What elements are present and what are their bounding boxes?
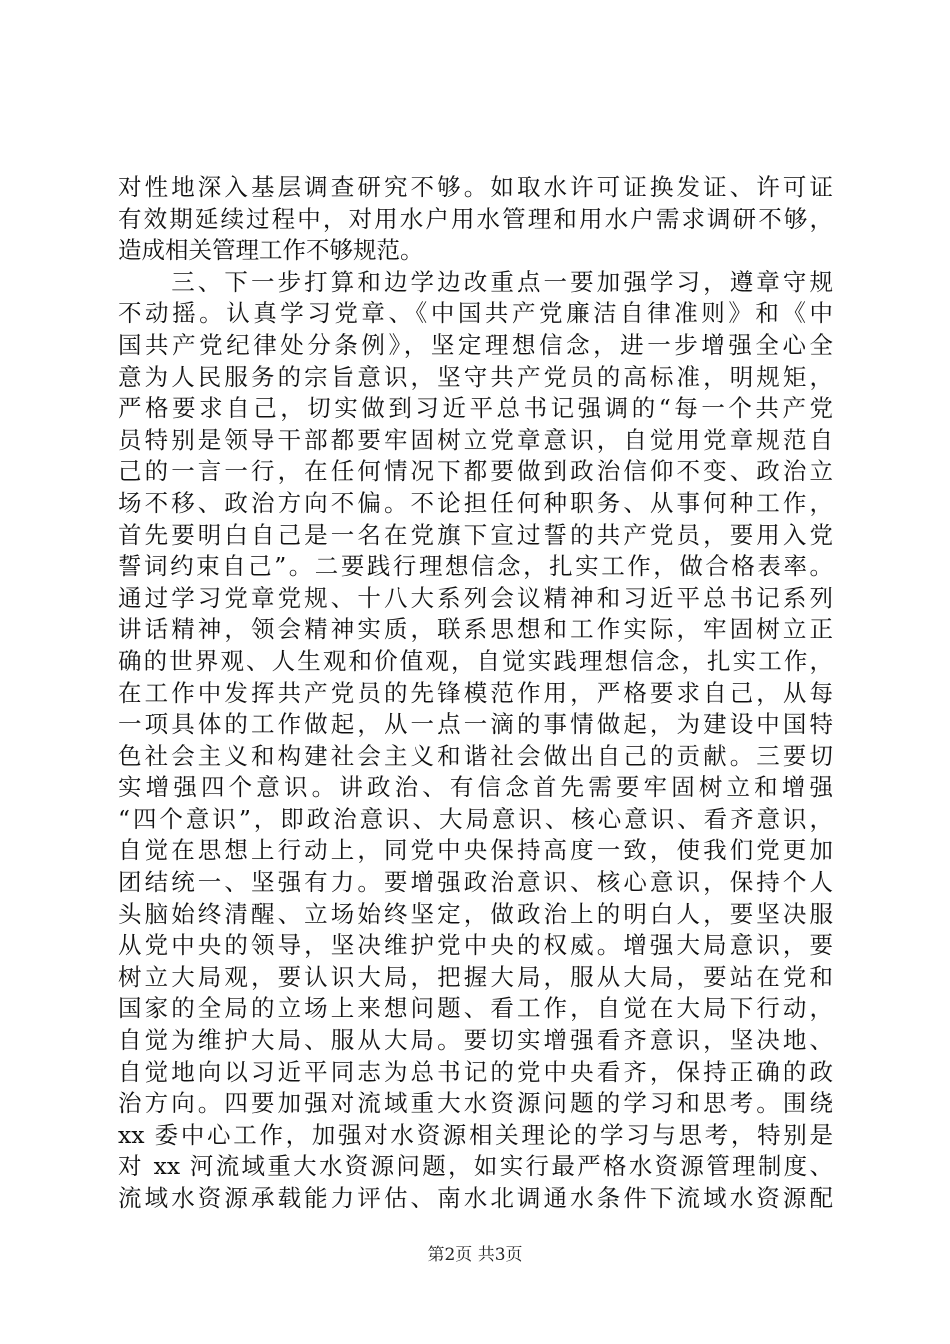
text-line: “四个意识”，即政治意识、大局意识、核心意识、看齐意识， [118,804,833,833]
text-line: 讲话精神，领会精神实质，联系思想和工作实际，牢固树立正 [118,615,833,644]
text-line: 一项具体的工作做起，从一点一滴的事情做起，为建设中国特 [118,710,833,739]
text-line: 员特别是领导干部都要牢固树立党章意识，自觉用党章规范自 [118,425,833,454]
text-line: xx 委中心工作，加强对水资源相关理论的学习与思考，特别是 [118,1120,833,1149]
text-line: 树立大局观，要认识大局，把握大局，服从大局，要站在党和 [118,962,833,991]
text-line: 不动摇。认真学习党章、《中国共产党廉洁自律准则》和《中 [118,299,833,328]
text-line: 团结统一、坚强有力。要增强政治意识、核心意识，保持个人 [118,868,833,897]
text-line: 国共产党纪律处分条例》，坚定理想信念，进一步增强全心全 [118,330,833,359]
text-line: 实增强四个意识。讲政治、有信念首先需要牢固树立和增强 [118,773,833,802]
text-line: 自觉在思想上行动上，同党中央保持高度一致，使我们党更加 [118,836,833,865]
text-line: 三、下一步打算和边学边改重点一要加强学习，遵章守规 [118,267,833,296]
text-line: 对 xx 河流域重大水资源问题，如实行最严格水资源管理制度、 [118,1152,833,1181]
text-line: 意为人民服务的宗旨意识，坚守共产党员的高标准，明规矩， [118,362,833,391]
text-line: 自觉地向以习近平同志为总书记的党中央看齐，保持正确的政 [118,1057,833,1086]
text-line: 色社会主义和构建社会主义和谐社会做出自己的贡献。三要切 [118,741,833,770]
text-line: 流域水资源承载能力评估、南水北调通水条件下流域水资源配 [118,1184,833,1212]
text-line: 在工作中发挥共产党员的先锋模范作用，严格要求自己，从每 [118,678,833,707]
page-number-footer: 第2页 共3页 [427,1245,523,1265]
text-line: 通过学习党章党规、十八大系列会议精神和习近平总书记系列 [118,583,833,612]
text-line: 自觉为维护大局、服从大局。要切实增强看齐意识，坚决地、 [118,1026,833,1055]
text-line: 誓词约束自己”。二要践行理想信念，扎实工作，做合格表率。 [118,552,833,581]
text-line: 造成相关管理工作不够规范。 [118,236,424,265]
text-line: 己的一言一行，在任何情况下都要做到政治信仰不变、政治立 [118,457,833,486]
text-line: 确的世界观、人生观和价值观，自觉实践理想信念，扎实工作， [118,646,833,675]
text-line: 首先要明白自己是一名在党旗下宣过誓的共产党员，要用入党 [118,520,833,549]
text-line: 头脑始终清醒、立场始终坚定，做政治上的明白人，要坚决服 [118,899,833,928]
text-line: 有效期延续过程中，对用水户用水管理和用水户需求调研不够， [118,204,833,233]
text-line: 从党中央的领导，坚决维护党中央的权威。增强大局意识，要 [118,931,833,960]
text-line: 治方向。四要加强对流域重大水资源问题的学习和思考。围绕 [118,1089,833,1118]
text-line: 对性地深入基层调查研究不够。如取水许可证换发证、许可证 [118,173,833,201]
text-line: 国家的全局的立场上来想问题、看工作，自觉在大局下行动， [118,994,833,1023]
text-line: 场不移、政治方向不偏。不论担任何种职务、从事何种工作， [118,488,833,517]
text-line: 严格要求自己，切实做到习近平总书记强调的“每一个共产党 [118,394,833,423]
body-text [118,172,833,1215]
